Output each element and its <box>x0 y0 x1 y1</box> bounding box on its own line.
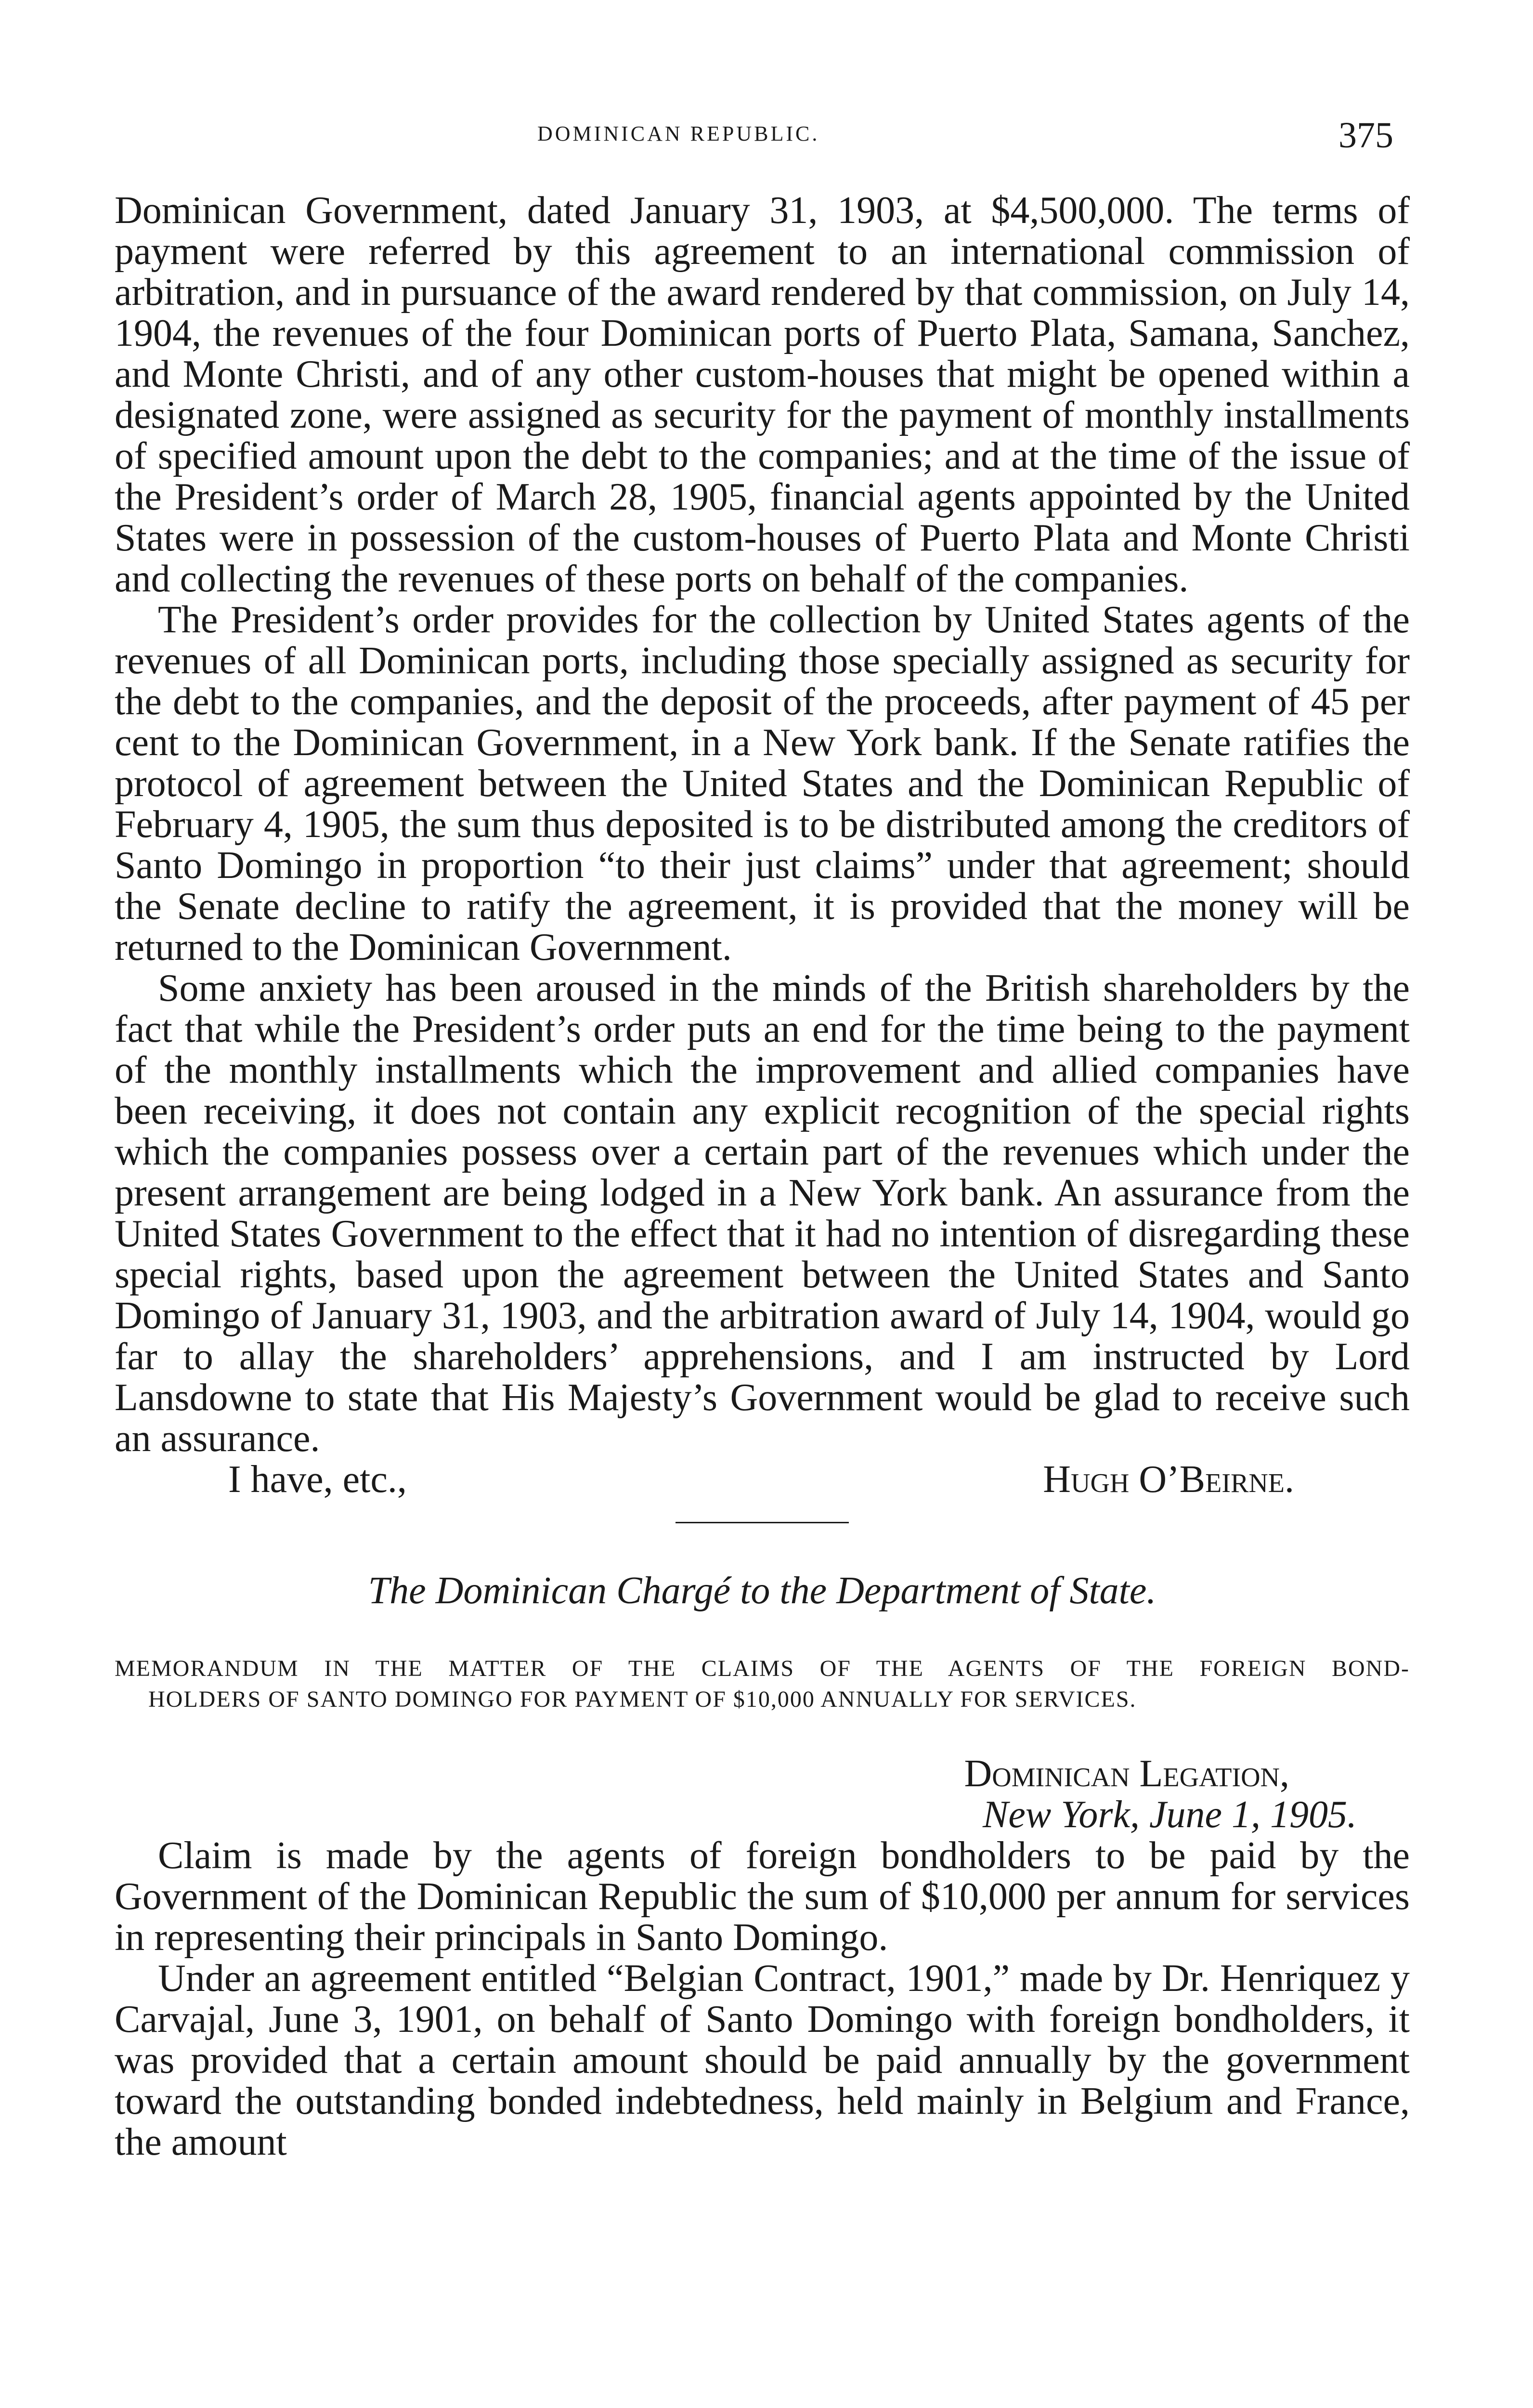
letter-closing <box>115 1459 1410 1500</box>
dateline-place: Dominican Legation, <box>964 1753 1289 1795</box>
dateline-date: New York, June 1, 1905. <box>982 1793 1357 1836</box>
memorandum-title-line-1: MEMORANDUM IN THE MATTER OF THE CLAIMS OF THE AGENTS OF THE FOREIGN BOND- <box>115 1656 1410 1681</box>
paragraph-presidents-order: The President’s order provides for the collection by United States agents of the revenues of all Dominican ports, including those specially assigned as security for the debt to the companies, and the deposit of the proceeds, after payment of 45 per cent to the Dominican Government, in a New York bank. If the Senate ratifies the protocol of agreement between the United States and the Dominican Republic of February 4, 1905, the sum thus deposited is to be distributed among the creditors of Santo Domingo in proportion “to their just claims” under that agreement; should the Senate decline to ratify the agreement, it is provided that the money will be returned to the Dominican Government. <box>115 599 1410 968</box>
paragraph-claim: Claim is made by the agents of foreign bondholders to be paid by the Government of the Dominican Republic the sum of $10,000 per annum for services in representing their principals in Santo Domingo. <box>115 1834 1410 1959</box>
closing-salutation: I have, etc., <box>228 1458 407 1501</box>
document-heading: The Dominican Chargé to the Department of State. <box>368 1570 1156 1612</box>
page-number: 375 <box>1338 115 1393 156</box>
paragraph-continuation: Dominican Government, dated January 31, 1903, at $4,500,000. The terms of payment were referred by this agreement to an international commission of arbitration, and in pursuance of the award rendered by that commission, on July 14, 1904, the revenues of the four Dominican ports of Puerto Plata, Samana, Sanchez, and Monte Christi, and of any other custom-houses that might be opened within a designated zone, were assigned as security for the payment of monthly installments of specified amount upon the debt to the companies; and at the time of the issue of the President’s order of March 28, 1905, financial agents appointed by the United States were in possession of the custom-houses of Puerto Plata and Monte Christi and collecting the revenues of these ports on behalf of the companies. <box>115 189 1410 600</box>
paragraph-shareholders-anxiety: Some anxiety has been aroused in the minds of the British shareholders by the fact that while the President’s order puts an end for the time being to the payment of the monthly installments which the improvement and allied companies have been receiving, it does not contain any explicit recognition of the special rights which the companies possess over a certain part of the revenues which under the present arrangement are being lodged in a New York bank. An assurance from the United States Government to the effect that it had no intention of disregarding these special rights, based upon the agreement between the United States and Santo Domingo of January 31, 1903, and the arbitration award of July 14, 1904, would go far to allay the shareholders’ apprehensions, and I am instructed by Lord Lansdowne to state that His Majesty’s Government would be glad to receive such an assurance. <box>115 967 1410 1460</box>
signature: Hugh O’Beirne. <box>1043 1458 1294 1501</box>
paragraph-belgian-contract: Under an agreement entitled “Belgian Contract, 1901,” made by Dr. Henriquez y Carvajal, June 3, 1901, on behalf of Santo Domingo with foreign bondholders, it was provided that a certain amount should be paid annually by the government toward the outstanding bonded indebtedness, held mainly in Belgium and France, the amount <box>115 1957 1410 2163</box>
memorandum-title-line-2: HOLDERS OF SANTO DOMINGO FOR PAYMENT OF $10,000 ANNUALLY FOR SERVICES. <box>148 1687 1137 1712</box>
section-divider <box>676 1522 849 1523</box>
memorandum-title <box>115 1653 1410 1715</box>
running-title: DOMINICAN REPUBLIC. <box>537 122 820 145</box>
page-body <box>115 190 1410 2163</box>
